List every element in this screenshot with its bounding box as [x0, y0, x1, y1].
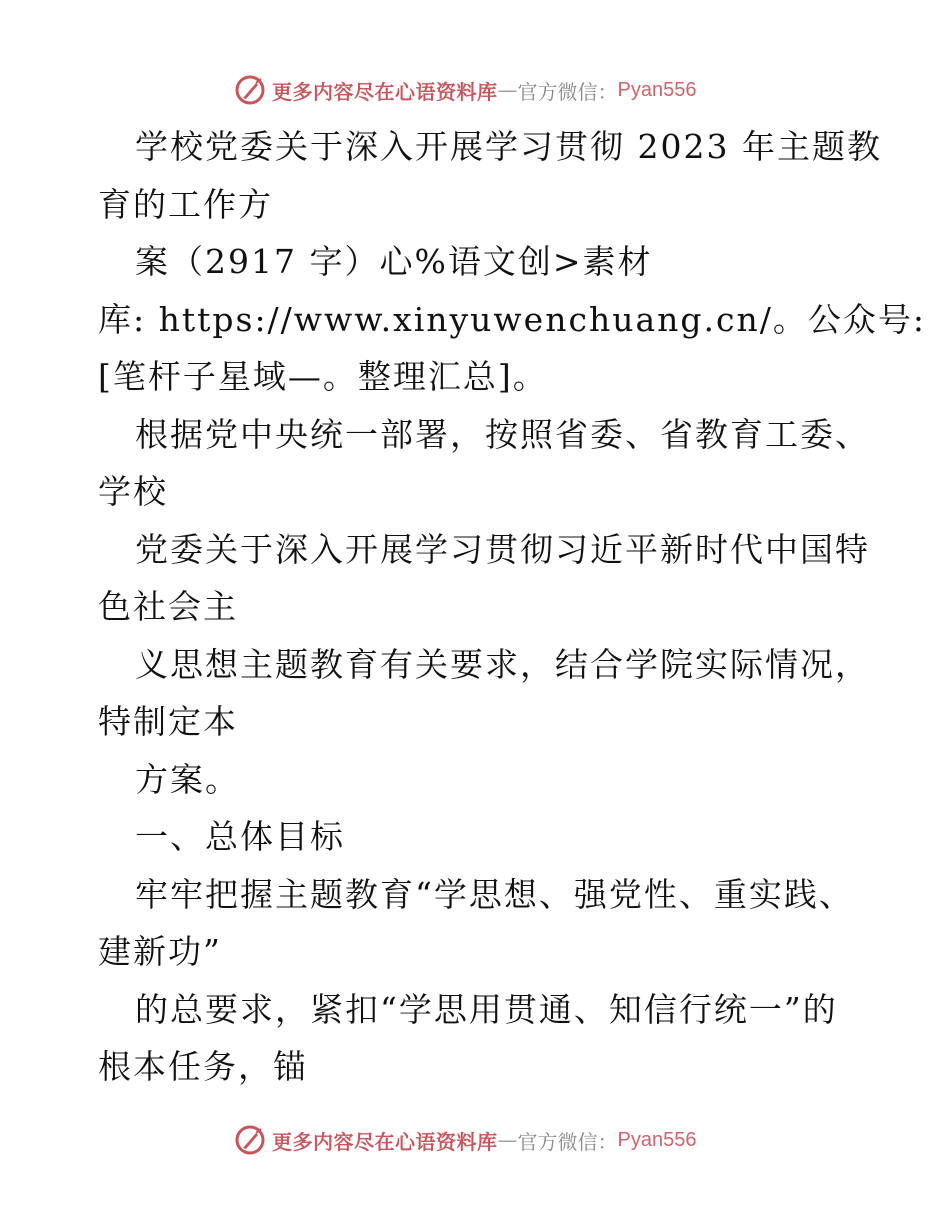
- text-line: [笔杆子星域—。整理汇总]。: [98, 357, 548, 396]
- banner-text: 更多内容尽在心语资料库: [272, 79, 498, 104]
- text-line: 牢牢把握主题教育“学思想、强党性、重实践、: [135, 874, 854, 914]
- banner-separator: —: [497, 1128, 518, 1152]
- text-line: 特制定本: [98, 702, 238, 741]
- text-line: 的总要求，紧扣“学思用贯通、知信行统一”的: [135, 989, 838, 1029]
- banner-wechat-id: Pyan556: [617, 1128, 697, 1151]
- text-line: 方案。: [135, 759, 240, 799]
- banner-wechat-label: 官方微信：: [517, 1129, 618, 1154]
- footer-banner: [234, 1122, 696, 1158]
- text-line: 根本任务，锚: [98, 1047, 308, 1086]
- header-banner: [234, 72, 696, 108]
- banner-wechat-id: Pyan556: [617, 78, 697, 101]
- text-line: 义思想主题教育有关要求，结合学院实际情况，: [135, 644, 870, 684]
- text-line: 库: https://www.xinyuwenchuang.cn/。公众号:: [98, 299, 926, 339]
- text-line: 学校党委关于深入开展学习贯彻 2023 年主题教: [135, 127, 882, 166]
- text-line: 色社会主: [98, 587, 238, 626]
- quill-logo-icon: [234, 1124, 266, 1156]
- banner-wechat-label: 官方微信：: [517, 79, 618, 104]
- banner-text: 更多内容尽在心语资料库: [272, 1129, 498, 1154]
- banner-separator: —: [497, 78, 518, 102]
- text-line: 一、总体目标: [135, 817, 345, 856]
- document-body: [98, 118, 926, 1096]
- quill-logo-icon: [234, 74, 266, 106]
- text-line: 党委关于深入开展学习贯彻习近平新时代中国特: [135, 529, 870, 569]
- text-line: 建新功”: [98, 932, 222, 971]
- text-line: 根据党中央统一部署，按照省委、省教育工委、: [135, 414, 870, 454]
- text-line: 案（2917 字）心%语文创>素材: [135, 242, 653, 281]
- text-line: 学校: [98, 472, 168, 511]
- text-line: 育的工作方: [98, 184, 273, 224]
